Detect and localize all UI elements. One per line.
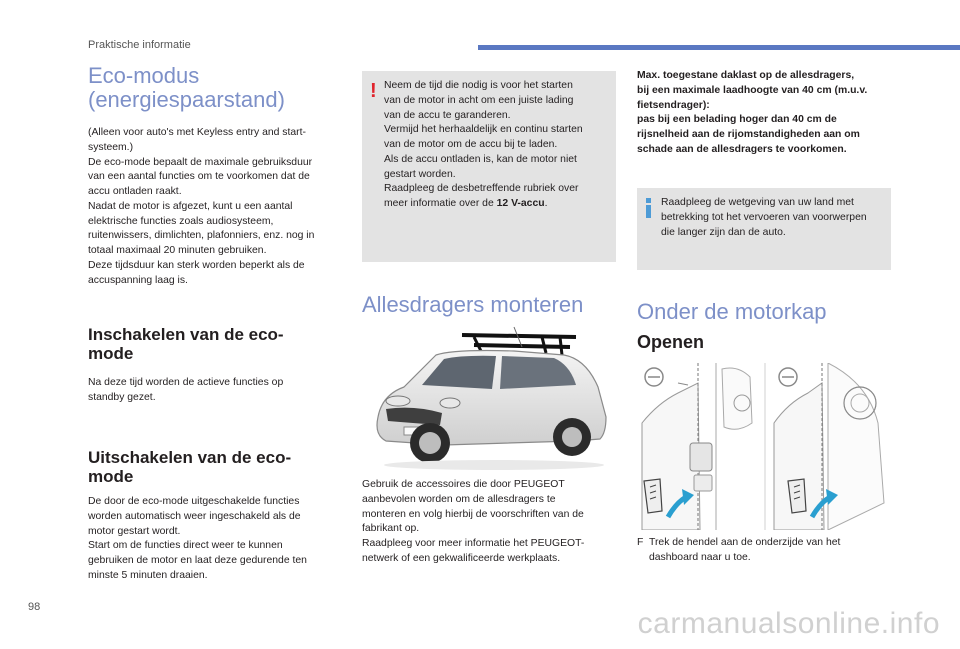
eco-off-text bbox=[88, 495, 346, 584]
roof-bars-text bbox=[362, 478, 616, 567]
battery-reference: 12 V-accu bbox=[496, 198, 545, 210]
text-line: accu ontladen raakt. bbox=[88, 186, 182, 198]
text-line: aanbevolen worden om de allesdragers te bbox=[362, 493, 556, 505]
text-line: accuspanning laag is. bbox=[88, 274, 188, 286]
text-line: Raadpleeg de desbetreffende rubriek over bbox=[384, 183, 579, 195]
open-instruction bbox=[637, 536, 893, 566]
text-line: betrekking tot het vervoeren van voorwerpen bbox=[661, 211, 867, 223]
text-fragment: . bbox=[544, 198, 548, 210]
warning-box bbox=[362, 71, 616, 262]
page-number: 98 bbox=[28, 601, 41, 613]
text-line: Start om de functies direct weer te kunnen bbox=[88, 540, 283, 552]
instruction-bullet-line bbox=[637, 536, 893, 566]
text-line: van de motor om de accu bij te laden. bbox=[384, 139, 558, 151]
text-line: dashboard naar u toe. bbox=[649, 551, 751, 563]
eco-off-heading-line1: Uitschakelen van de eco- bbox=[88, 448, 292, 467]
open-heading: Openen bbox=[637, 332, 705, 352]
max-load-text bbox=[637, 69, 893, 158]
text-line: standby gezet. bbox=[88, 391, 156, 403]
text-line: Neem de tijd die nodig is voor het starten bbox=[384, 80, 573, 91]
text-line: Trek de hendel aan de onderzijde van het bbox=[649, 537, 841, 548]
text-line: bij een maximale laadhoogte van 40 cm (m.u.v. bbox=[637, 84, 868, 96]
section-title: Praktische informatie bbox=[88, 39, 191, 51]
warning-exclamation-icon: ! bbox=[370, 80, 377, 102]
text-line: Raadpleeg de wetgeving van uw land met bbox=[661, 197, 854, 208]
text-line: De eco-mode bepaalt de maximale gebruiksduur bbox=[88, 156, 313, 168]
hood-release-illustration bbox=[638, 363, 892, 530]
eco-on-heading-line2: mode bbox=[88, 344, 134, 364]
under-hood-title: Onder de motorkap bbox=[637, 299, 827, 324]
text-line: fabrikant op. bbox=[362, 523, 420, 535]
text-line: van de motor in acht om een juiste lading bbox=[384, 94, 574, 106]
text-line: van de accu te garanderen. bbox=[384, 109, 511, 121]
text-line: (Alleen voor auto's met Keyless entry and start- bbox=[88, 127, 306, 138]
car-with-roof-bars-illustration bbox=[364, 325, 614, 475]
text-line-with-reference bbox=[384, 197, 610, 212]
text-line: rijsnelheid aan de rijomstandigheden aan om bbox=[637, 129, 860, 141]
text-line: motor gestart wordt. bbox=[88, 525, 181, 537]
text-line: ruitenwissers, dimlichten, plafonniers, enz. nog in bbox=[88, 230, 315, 242]
arrow-bullet-icon: F bbox=[637, 537, 644, 548]
text-line: schade aan de allesdragers te voorkomen. bbox=[637, 143, 847, 155]
info-box bbox=[637, 188, 891, 270]
text-line: gebruiken de motor en laat deze gedurende ten bbox=[88, 555, 307, 567]
text-line: gestart worden. bbox=[384, 168, 456, 180]
text-line: die langer zijn dan de auto. bbox=[661, 226, 786, 238]
text-line: Na deze tijd worden de actieve functies op bbox=[88, 377, 284, 388]
eco-on-heading bbox=[88, 325, 346, 363]
info-icon bbox=[646, 198, 652, 218]
eco-on-heading-line1: Inschakelen van de eco- bbox=[88, 325, 284, 344]
eco-off-heading-line2: mode bbox=[88, 467, 134, 487]
text-line: Vermijd het herhaaldelijk en continu starten bbox=[384, 124, 583, 136]
text-line: van een aantal functies om te voorkomen dat de bbox=[88, 171, 310, 183]
eco-mode-title-line2: (energiespaarstand) bbox=[88, 87, 285, 113]
eco-mode-intro bbox=[88, 126, 346, 288]
eco-mode-title bbox=[88, 64, 346, 112]
text-fragment: meer informatie over de bbox=[384, 198, 497, 210]
text-line: Max. toegestane daklast op de allesdragers, bbox=[637, 70, 855, 81]
text-line: monteren en volg hierbij de voorschriften van de bbox=[362, 508, 584, 520]
text-line: Deze tijdsduur kan sterk worden beperkt als de bbox=[88, 259, 305, 271]
text-line: totaal maximaal 20 minuten gebruiken. bbox=[88, 245, 267, 257]
text-line: fietsendrager): bbox=[637, 99, 710, 111]
text-line: systeem.) bbox=[88, 141, 134, 153]
text-line: worden automatisch weer ingeschakeld als de bbox=[88, 510, 301, 522]
watermark: carmanualsonline.info bbox=[637, 607, 940, 640]
text-line: minste 5 minuten draaien. bbox=[88, 569, 208, 581]
text-line: netwerk of een gekwalificeerde werkplaats. bbox=[362, 552, 561, 564]
text-line: elektrische functies zoals audiosysteem, bbox=[88, 215, 274, 227]
info-text bbox=[661, 196, 885, 240]
text-line: Gebruik de accessoires die door PEUGEOT bbox=[362, 479, 565, 490]
roof-bars-title: Allesdragers monteren bbox=[362, 292, 584, 317]
text-line: Raadpleeg voor meer informatie het PEUGEOT- bbox=[362, 538, 585, 550]
eco-mode-title-line1: Eco-modus bbox=[88, 63, 200, 88]
header-accent-bar bbox=[478, 45, 960, 50]
text-line: De door de eco-mode uitgeschakelde functies bbox=[88, 496, 300, 507]
text-line: Als de accu ontladen is, kan de motor niet bbox=[384, 153, 577, 165]
text-line: pas bij een belading hoger dan 40 cm de bbox=[637, 114, 837, 126]
text-line: Nadat de motor is afgezet, kunt u een aantal bbox=[88, 200, 293, 212]
eco-off-heading bbox=[88, 448, 346, 486]
warning-text bbox=[384, 79, 610, 212]
eco-on-text bbox=[88, 376, 346, 406]
